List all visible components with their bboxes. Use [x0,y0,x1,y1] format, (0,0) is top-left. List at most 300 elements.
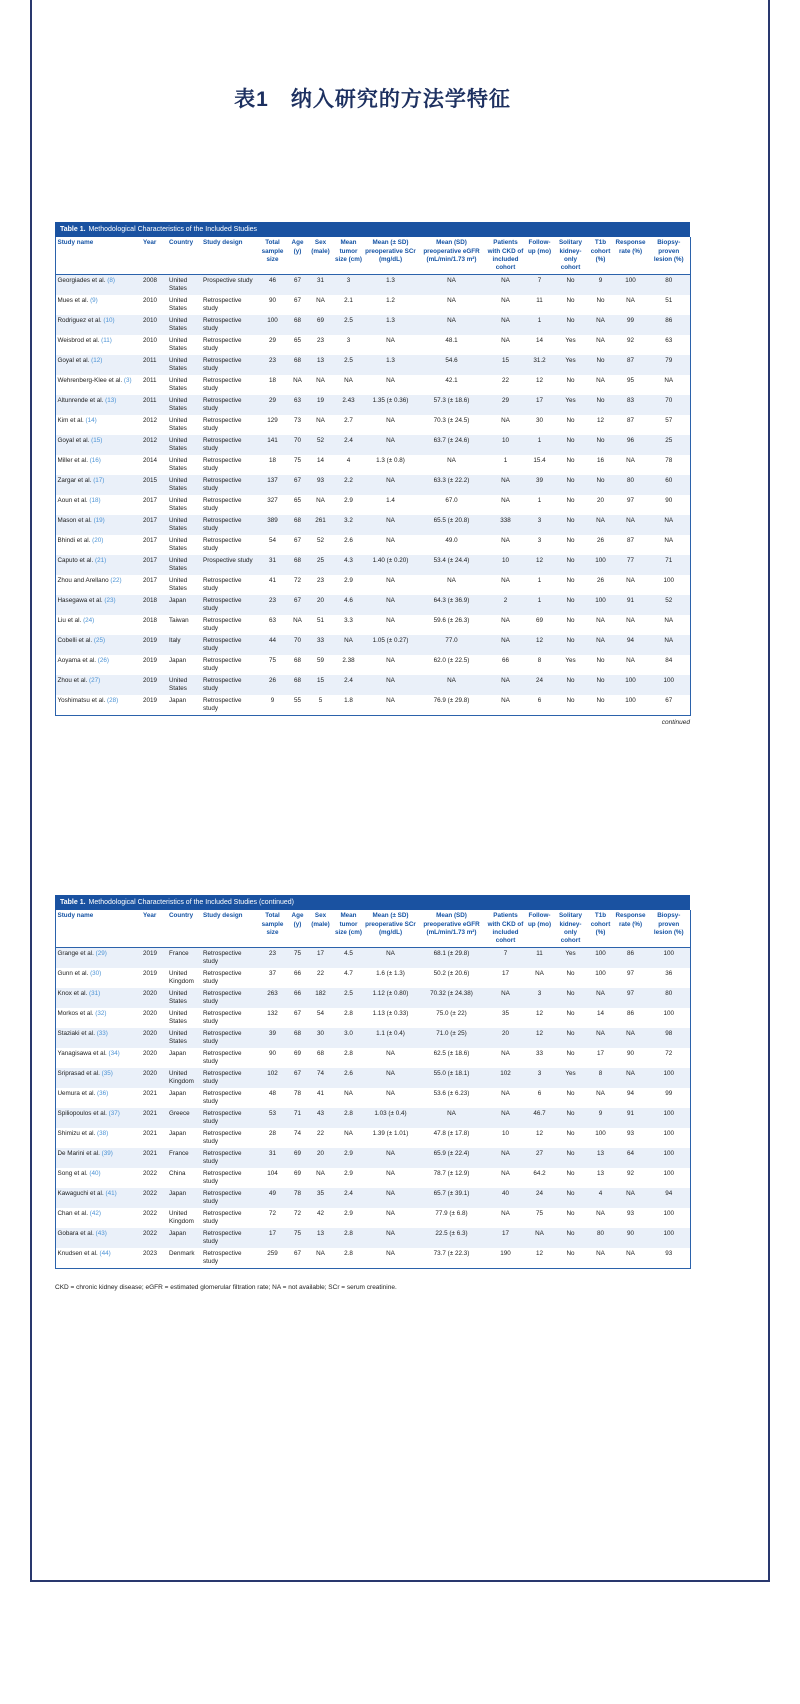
table-cell: 78.7 (± 12.9) [433,1169,470,1177]
table-cell: 94 [665,1189,673,1197]
table-cell: 30 [535,416,543,424]
table-cell: NA [501,676,510,684]
column-header: Country [168,237,202,274]
column-header: Solitary kidney-only cohort [554,910,588,947]
table-cell: NA [501,1149,510,1157]
table-cell: 93 [626,1129,634,1137]
table-cell: 2.9 [344,1169,353,1177]
table-cell: United States [169,316,188,333]
citation-ref: (12) [91,356,103,364]
table-cell: 74 [316,1069,324,1077]
table-cell: United States [169,476,188,493]
table-cell: Retrospective study [203,436,242,453]
table-cell: 1.1 (± 0.4) [376,1029,405,1037]
column-header: Year [142,237,168,274]
table-cell: 60 [665,476,673,484]
table-cell: 67 [293,1009,301,1017]
table-2-titlebar [55,895,690,910]
table-row [56,948,691,969]
table-cell: NA [386,656,395,664]
table-cell: 37 [268,969,276,977]
table-cell: 96 [626,436,634,444]
table-cell: 78 [665,456,673,464]
citation-ref: (21) [94,556,107,564]
table-cell: 15.4 [533,456,546,464]
table-cell: 100 [595,596,606,604]
table-cell: Retrospective study [203,1069,242,1086]
table-cell: 190 [500,1249,511,1257]
table-cell: No [596,436,605,444]
table-cell: 90 [626,1049,634,1057]
table-cell: 78 [293,1189,301,1197]
table-cell: 97 [626,496,634,504]
table-cell: United Kingdom [169,1209,194,1226]
table-cell: 68 [293,676,301,684]
table-row [56,455,691,475]
table-cell: 100 [663,676,674,684]
table-cell: 12 [535,556,543,564]
column-header: Mean tumor size (cm) [334,910,364,947]
table-cell: Retrospective study [203,1209,242,1226]
table-cell: 338 [500,516,511,524]
table-1-titlebar [55,222,690,237]
study-name-cell: Morkos et al. (32) [57,1009,107,1017]
citation-ref: (14) [85,416,97,424]
table-cell: 48.1 [445,336,458,344]
table-cell: 97 [626,969,634,977]
table-cell: 24 [535,676,543,684]
table-cell: NA [447,1109,456,1117]
table-cell: 69 [316,316,324,324]
table-cell: 2021 [143,1089,158,1097]
table-cell: 2.4 [344,436,353,444]
citation-ref: (19) [93,516,105,524]
table-cell: Yes [565,949,576,957]
citation-ref: (35) [101,1069,113,1077]
table-cell: 2020 [143,1069,158,1077]
table-cell: 52 [665,596,673,604]
citation-ref: (24) [83,616,95,624]
table-cell: NA [386,1229,395,1237]
table-cell: 67 [665,696,673,704]
table-row [56,275,691,296]
table-cell: 2019 [143,676,158,684]
table-cell: 2.9 [344,576,353,584]
column-header: Age (y) [288,237,308,274]
table-cell: 31 [316,276,324,284]
table-cell: 72 [293,576,301,584]
table-cell: No [566,476,575,484]
table-cell: 18 [268,376,276,384]
table-cell: 3 [346,276,351,284]
table-cell: United States [169,1029,188,1046]
table-cell: 63 [293,396,301,404]
table-cell: 1.40 (± 0.20) [372,556,409,564]
table-cell: No [566,416,575,424]
table-cell: 2.6 [344,1069,353,1077]
table-cell: 87 [626,356,634,364]
citation-ref: (18) [89,496,101,504]
table-cell: 98 [665,1029,673,1037]
table-cell: NA [386,1209,395,1217]
table-cell: 77.0 [445,636,458,644]
table-row [56,675,691,695]
table-cell: Retrospective study [203,616,242,633]
table-cell: NA [386,596,395,604]
table-cell: 13 [316,1229,324,1237]
table-cell: NA [501,276,510,284]
table-cell: 55 [293,696,301,704]
table-cell: 31.2 [533,356,546,364]
table-cell: 76.9 (± 29.8) [433,696,470,704]
table-cell: 67 [293,596,301,604]
table-cell: 70 [293,636,301,644]
table-cell: 2.4 [344,676,353,684]
study-name-cell: Chan et al. (42) [57,1209,101,1217]
table-cell: 2019 [143,969,158,977]
table-cell: Retrospective study [203,1089,242,1106]
table-cell: 22 [316,969,324,977]
table-cell: NA [386,376,395,384]
table-cell: United States [169,436,188,453]
table-cell: NA [386,476,395,484]
table-cell: 261 [315,516,326,524]
table-cell: Retrospective study [203,696,242,713]
table-cell: Retrospective study [203,1189,242,1206]
table-cell: 2022 [143,1229,158,1237]
table-cell: 70.3 (± 24.5) [433,416,470,424]
study-name-cell: Rodriguez et al. (10) [57,316,115,324]
table-cell: 67 [293,1249,301,1257]
table-cell: NA [386,576,395,584]
table-cell: No [566,1209,575,1217]
citation-ref: (39) [101,1149,113,1157]
study-name-cell: Aoun et al. (18) [57,496,101,504]
table-cell: Retrospective study [203,316,242,333]
table-cell: 2.9 [344,1209,353,1217]
table-cell: 28 [268,1129,276,1137]
header-row [56,910,691,947]
table-cell: 90 [626,1229,634,1237]
table-cell: No [566,376,575,384]
table-cell: Prospective study [203,556,253,564]
study-name-cell: Kawaguchi et al. (41) [57,1189,117,1197]
table-cell: 3.2 [344,516,353,524]
table-cell: 2020 [143,1029,158,1037]
table-cell: United States [169,536,188,553]
table-cell: No [566,989,575,997]
table-cell: Taiwan [169,616,189,624]
table-cell: 13 [596,1169,604,1177]
table-cell: 30 [316,1029,324,1037]
table-cell: 2018 [143,596,158,604]
table-cell: Retrospective study [203,1009,242,1026]
table-cell: 26 [596,536,604,544]
table-cell: NA [501,536,510,544]
column-header: Patients with CKD of included cohort [486,910,526,947]
table-cell: Retrospective study [203,969,242,986]
citation-ref: (33) [96,1029,108,1037]
column-header: Mean (SD) preoperative eGFR (mL/min/1.73 m²) [418,910,486,947]
table-cell: No [566,1169,575,1177]
table-cell: Retrospective study [203,456,242,473]
table-cell: No [596,356,605,364]
table-cell: 66 [293,989,301,997]
table-cell: NA [501,316,510,324]
table-cell: France [169,949,189,957]
table-row [56,375,691,395]
table-cell: United States [169,496,188,513]
column-header: Mean (± SD) preoperative SCr (mg/dL) [364,237,418,274]
table-row [56,475,691,495]
table-cell: 2.8 [344,1009,353,1017]
study-name-cell: Uemura et al. (36) [57,1089,109,1097]
table-cell: 90 [268,1049,276,1057]
table-cell: 71.0 (± 25) [436,1029,467,1037]
table-cell: 24 [535,1189,543,1197]
table-cell: No [566,596,575,604]
table-cell: 100 [267,316,278,324]
table-cell: 14 [596,1009,604,1017]
table-cell: 50.2 (± 20.6) [433,969,470,977]
table-cell: No [566,536,575,544]
table-row [56,1248,691,1269]
table-cell: Retrospective study [203,1229,242,1246]
table-row [56,415,691,435]
table-cell: 129 [267,416,278,424]
table-cell: 10 [501,436,509,444]
study-name-cell: Staziaki et al. (33) [57,1029,108,1037]
table-cell: 93 [665,1249,673,1257]
table-cell: No [566,1129,575,1137]
table-cell: 42.1 [445,376,458,384]
table-cell: 1.39 (± 1.01) [372,1129,409,1137]
table-cell: 80 [665,989,673,997]
table-cell: 2010 [143,336,158,344]
table-cell: 100 [663,1149,674,1157]
table-cell: 86 [626,1009,634,1017]
citation-ref: (43) [95,1229,107,1237]
table-cell: 17 [268,1229,276,1237]
table-cell: 100 [663,949,674,957]
table-cell: NA [501,696,510,704]
table-cell: 2.2 [344,476,353,484]
table-cell: United States [169,416,188,433]
table-cell: 63.7 (± 24.6) [433,436,470,444]
table-cell: 2019 [143,656,158,664]
table-cell: 19 [316,396,324,404]
citation-ref: (41) [105,1189,117,1197]
table-cell: 55.0 (± 18.1) [433,1069,470,1077]
column-header: Response rate (%) [614,237,648,274]
study-name-cell: Knox et al. (31) [57,989,101,997]
table-cell: 72 [665,1049,673,1057]
table-cell: Retrospective study [203,1109,242,1126]
table-cell: 64.2 [533,1169,546,1177]
table-cell: 7 [537,276,542,284]
table-cell: 71 [293,1109,301,1117]
table-cell: 67 [293,276,301,284]
citation-ref: (28) [106,696,119,704]
table-cell: 77.9 (± 6.8) [435,1209,468,1217]
table-cell: 1.03 (± 0.4) [374,1109,407,1117]
table-cell: 9 [598,1109,603,1117]
table-cell: United States [169,276,188,293]
table-cell: 2020 [143,1049,158,1057]
table-cell: United States [169,1009,188,1026]
citation-ref: (42) [89,1209,101,1217]
citation-ref: (27) [89,676,101,684]
table-cell: 18 [268,456,276,464]
table-cell: 100 [625,276,636,284]
table-cell: United States [169,556,188,573]
table-cell: 35 [501,1009,509,1017]
table-cell: 4.5 [344,949,353,957]
table-cell: 11 [536,949,543,957]
table-cell: Retrospective study [203,396,242,413]
citation-ref: (11) [101,336,112,344]
study-name-cell: Gunn et al. (30) [57,969,102,977]
table-cell: 15 [316,676,324,684]
table-cell: No [566,1089,575,1097]
table-cell: Prospective study [203,276,253,284]
table-cell: 99 [626,316,634,324]
citation-ref: (26) [97,656,109,664]
table-cell: 3 [346,336,351,344]
table-cell: 100 [625,676,636,684]
table-cell: Retrospective study [203,596,242,613]
table-cell: NA [535,1229,544,1237]
citation-ref: (15) [91,436,103,444]
table-cell: 1.13 (± 0.33) [372,1009,409,1017]
table-cell: 13 [316,356,324,364]
table-cell: 102 [267,1069,278,1077]
table-cell: 86 [665,316,673,324]
table-cell: 44 [268,636,276,644]
table-cell: 67 [293,536,301,544]
table-cell: 4 [346,456,351,464]
table-cell: NA [626,576,635,584]
table-cell: 62.0 (± 22.5) [433,656,470,664]
table-cell: 23 [268,356,276,364]
table-cell: 68 [316,1049,324,1057]
table-cell: 2019 [143,696,158,704]
table-cell: 10 [501,1129,509,1137]
study-name-cell: Zargar et al. (17) [57,476,105,484]
table-cell: 2.4 [344,1189,353,1197]
table-cell: 12 [535,1009,543,1017]
table-cell: 1.3 [386,276,395,284]
table-cell: No [566,496,575,504]
column-header: Mean (SD) preoperative eGFR (mL/min/1.73 m²) [418,237,486,274]
table-1 [55,222,690,726]
table-cell: No [566,1109,575,1117]
table-cell: 2014 [143,456,158,464]
table-cell: 65.7 (± 39.1) [433,1189,470,1197]
table-cell: No [566,1029,575,1037]
table-cell: 1 [537,496,542,504]
table-cell: 2017 [143,556,158,564]
methodological-characteristics-table [55,237,691,716]
citation-ref: (3) [123,376,132,384]
column-header: Mean (± SD) preoperative SCr (mg/dL) [364,910,418,947]
citation-ref: (34) [108,1049,120,1057]
table-cell: 39 [535,476,543,484]
table-cell: 327 [267,496,278,504]
table-cell: 1.35 (± 0.36) [372,396,409,404]
column-header: Mean tumor size (cm) [334,237,364,274]
table-cell: 3 [537,989,542,997]
table-cell: 74 [293,1129,301,1137]
table-cell: 25 [665,436,673,444]
table-cell: Retrospective study [203,536,242,553]
table-cell: 2021 [143,1109,158,1117]
table-cell: France [169,1149,189,1157]
table-cell: Japan [169,696,187,704]
table-row [56,355,691,375]
table-cell: 20 [316,1149,324,1157]
table-cell: NA [501,636,510,644]
table-row [56,1088,691,1108]
citation-ref: (25) [93,636,106,644]
table-cell: 2022 [143,1209,158,1217]
table-cell: 2.8 [344,1109,353,1117]
table-cell: 23 [268,949,276,957]
table-cell: 68.1 (± 29.8) [433,949,470,957]
table-cell: Yes [565,336,576,344]
table-row [56,1168,691,1188]
table-cell: 1.4 [386,496,395,504]
table-cell: NA [501,336,510,344]
table-cell: 100 [663,1009,674,1017]
table-cell: 80 [665,276,673,284]
table-cell: NA [626,616,635,624]
table-row [56,495,691,515]
study-name-cell: Yoshimatsu et al. (28) [57,696,119,704]
table-cell: NA [293,616,302,624]
table-cell: 73 [293,416,301,424]
table-cell: 92 [626,336,634,344]
table-cell: 22 [501,376,509,384]
table-cell: NA [386,696,395,704]
table-cell: Greece [169,1109,190,1117]
table-cell: 68 [293,1029,301,1037]
study-name-cell: Altunrende et al. (13) [57,396,117,404]
table-cell: 2008 [143,276,158,284]
column-header: Sex (male) [308,237,334,274]
table-cell: 2.5 [344,316,353,324]
table-cell: 69 [293,1169,301,1177]
table-cell: United States [169,356,188,373]
table-cell: No [566,436,575,444]
table-cell: 6 [537,696,542,704]
table-cell: 91 [626,596,634,604]
table-cell: 14 [535,336,543,344]
table-cell: 137 [267,476,278,484]
table-row [56,435,691,455]
citation-ref: (37) [108,1109,120,1117]
table-cell: No [566,296,575,304]
table-cell: 75 [268,656,276,664]
table-cell: Retrospective study [203,476,242,493]
table-row [56,315,691,335]
table-cell: Retrospective study [203,1169,242,1186]
table-cell: United States [169,376,188,393]
table-cell: 100 [663,1129,674,1137]
table-row [56,1188,691,1208]
table-cell: 53 [268,1109,276,1117]
table-cell: 57 [665,416,673,424]
